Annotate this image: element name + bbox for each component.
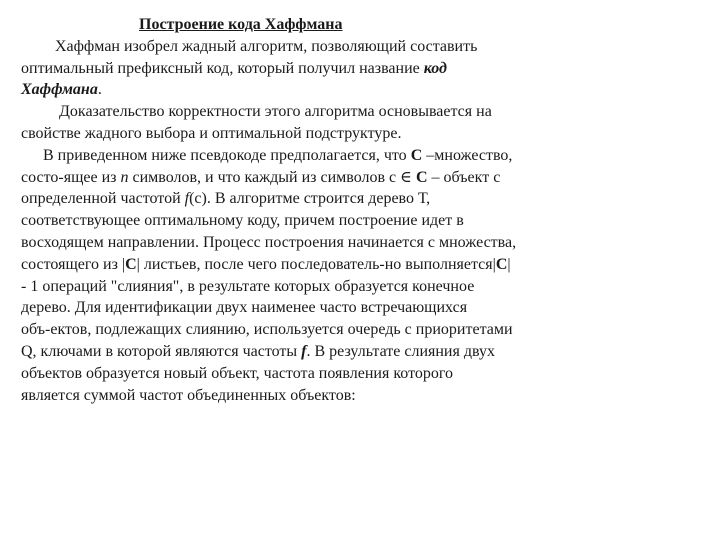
p3-l10-tail: . В результате слияния двух	[306, 342, 495, 360]
paragraph-1-line-2-text: оптимальный префиксный код, который получил название	[21, 59, 424, 77]
p3-l6-text: состоящего из |	[21, 255, 126, 273]
p3-l1-tail: –множество,	[422, 146, 513, 164]
set-c-symbol-2: С	[415, 168, 428, 186]
p3-l2-mid: символов, и что каждый из символов с ∈	[128, 168, 416, 186]
paragraph-3-line-1	[21, 145, 591, 167]
paragraph-3-line-5: восходящем направлении. Процесс построения начинается с множества,	[21, 233, 517, 251]
p3-l10-text: Q, ключами в которой являются частоты	[21, 342, 302, 360]
paragraph-3-line-7: - 1 операций "слияния", в результате которых образуется конечное	[21, 277, 475, 295]
paragraph-1-line-2	[21, 58, 591, 80]
p3-l1-text: В приведенном ниже псевдокоде предполагается, что	[43, 146, 411, 164]
paragraph-1-line-1: Хаффман изобрел жадный алгоритм, позволяющий составить	[55, 37, 478, 55]
term-huffman: Хаффмана	[21, 81, 98, 99]
paragraph-1-line-3	[21, 79, 591, 101]
paragraph-1-line-3-dot: .	[97, 81, 102, 99]
f-symbol: f	[184, 190, 190, 208]
paragraph-3-line-4: соответствующее оптимальному коду, причем построение идет в	[21, 212, 464, 230]
paragraph-3-line-10	[21, 341, 591, 363]
n-symbol: n	[120, 168, 129, 186]
paragraph-3	[21, 145, 591, 407]
paragraph-3-line-9: объ-ектов, подлежащих слиянию, используется очередь с приоритетами	[21, 321, 513, 339]
paragraph-3-line-6	[21, 254, 591, 276]
f-symbol-2: f	[301, 342, 307, 360]
set-c-symbol-3: С	[125, 255, 137, 273]
paragraph-2-line-2: свойстве жадного выбора и оптимальной подструктуре.	[21, 124, 402, 142]
paragraph-1	[21, 36, 591, 101]
paragraph-3-line-12: является суммой частот объединенных объектов:	[21, 386, 356, 404]
paragraph-3-line-3	[21, 188, 591, 210]
p3-l6-tail: |	[507, 255, 511, 273]
paragraph-2-line-1: Доказательство корректности этого алгоритма основывается на	[59, 103, 492, 121]
paragraph-3-line-2	[21, 167, 591, 189]
document-body	[21, 14, 591, 406]
set-c-symbol-4: С	[495, 255, 508, 273]
set-c-symbol: С	[410, 146, 423, 164]
p3-l3-tail: (с). В алгоритме строится дерево Т,	[189, 190, 431, 208]
p3-l3-text: определенной частотой	[21, 190, 185, 208]
document-title: Построение кода Хаффмана	[139, 16, 343, 33]
paragraph-3-line-11: объектов образуется новый объект, частота появления которого	[21, 364, 454, 382]
paragraph-3-line-8: дерево. Для идентификации двух наименее часто встречающихся	[21, 299, 468, 317]
paragraph-2	[21, 101, 591, 145]
p3-l6-mid: | листьев, после чего последователь-но выполняется|	[136, 255, 496, 273]
p3-l2-text: состо-ящее из	[21, 168, 121, 186]
p3-l2-tail: – объект с	[427, 168, 501, 186]
term-code: код	[423, 59, 447, 77]
